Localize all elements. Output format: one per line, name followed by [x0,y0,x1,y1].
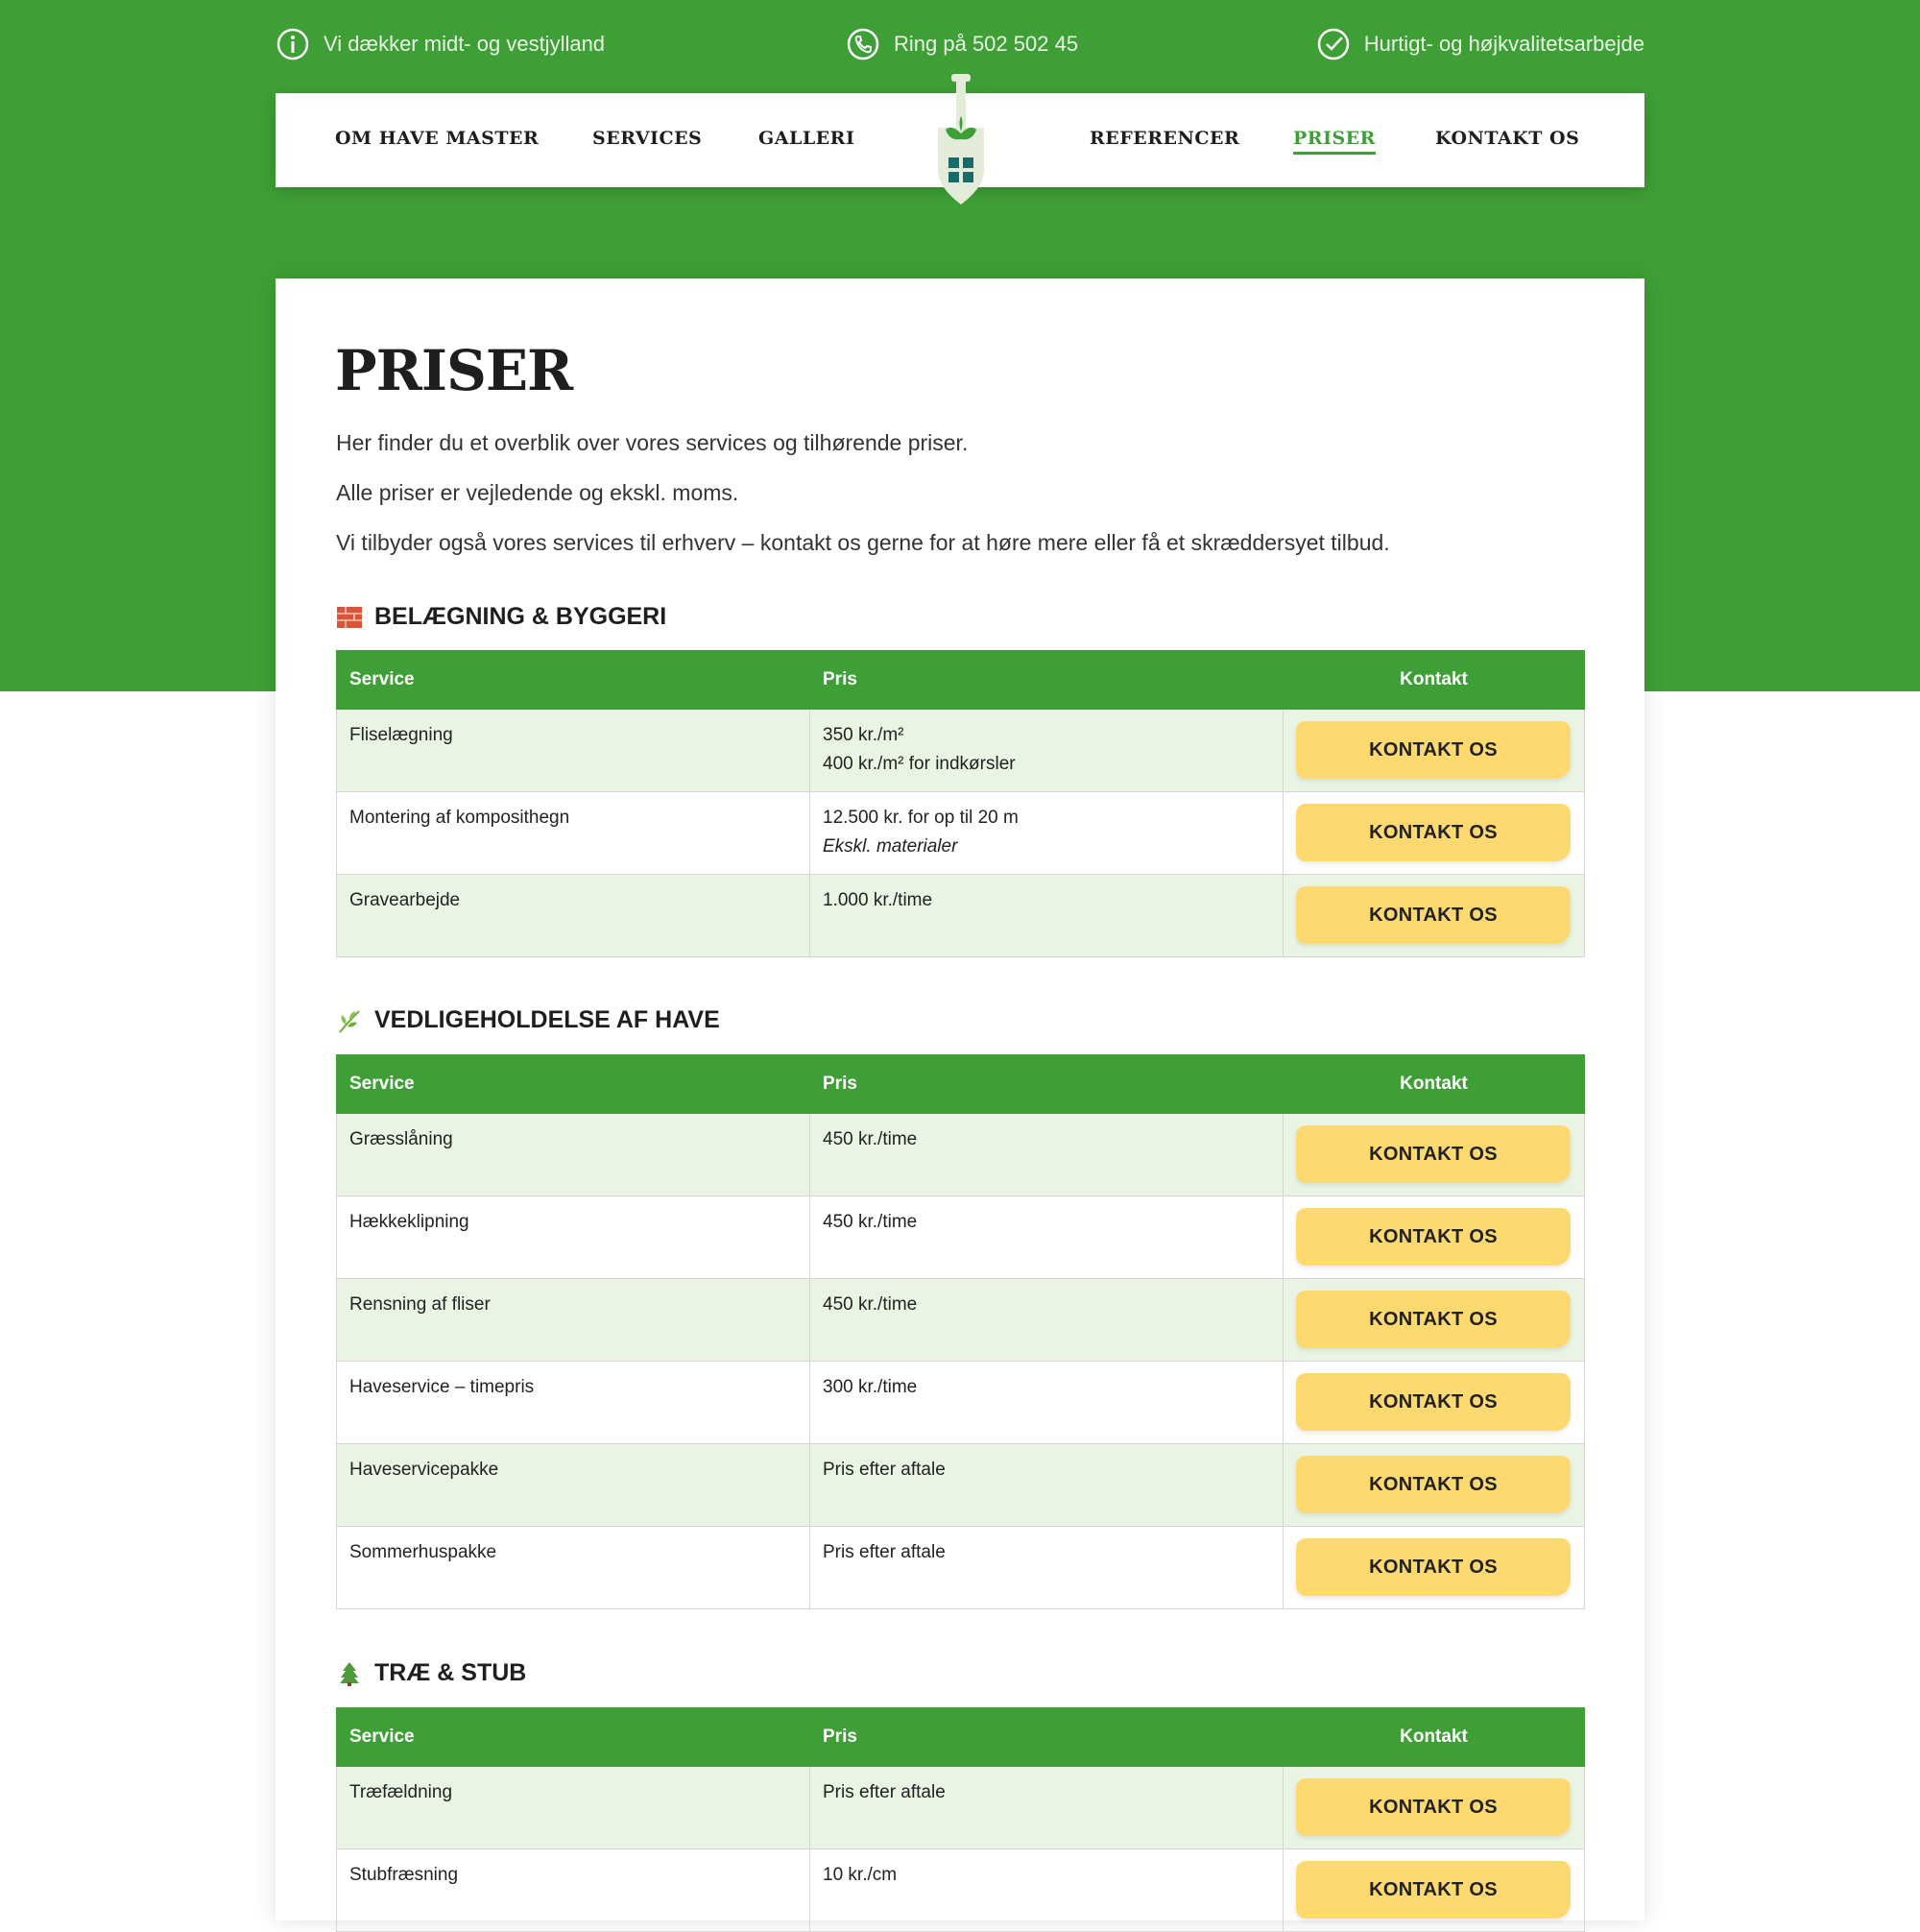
price-cell: 1.000 kr./time [810,875,1284,957]
coverage-info [276,27,605,61]
price-cell: Pris efter aftale [810,1527,1284,1609]
price-cell: Pris efter aftale [810,1767,1284,1849]
section-heading-text: TRÆ & STUB [374,1659,527,1686]
service-cell: Haveservicepakke [337,1444,810,1527]
nav-services[interactable]: SERVICES [592,128,703,149]
table-row [337,792,1585,875]
table-row [337,1196,1585,1279]
kontakt-os-button[interactable]: KONTAKT OS [1296,1291,1571,1348]
table-header-row [337,651,1585,710]
kontakt-os-button[interactable]: KONTAKT OS [1296,1861,1571,1919]
table-row [337,875,1585,957]
kontakt-os-button[interactable]: KONTAKT OS [1296,721,1571,779]
price-table [336,1054,1585,1609]
phone-icon [846,27,880,61]
column-header-price: Pris [810,1708,1284,1767]
column-header-contact: Kontakt [1284,1055,1585,1114]
price-cell: 10 kr./cm [810,1849,1284,1932]
service-cell: Hækkeklipning [337,1196,810,1279]
service-cell: Haveservice – timepris [337,1362,810,1444]
nav-referencer[interactable]: REFERENCER [1090,128,1240,149]
contact-cell [1284,1849,1585,1932]
column-header-contact: Kontakt [1284,651,1585,710]
price-cell: 450 kr./time [810,1114,1284,1196]
column-header-service: Service [337,651,810,710]
column-header-price: Pris [810,651,1284,710]
price-text: 350 kr./m² [823,725,904,745]
section-heading [336,1006,720,1034]
price-cell: 450 kr./time [810,1196,1284,1279]
content-card [276,278,1644,1920]
price-table [336,650,1585,957]
price-cell: Pris efter aftale [810,1444,1284,1527]
phone-info[interactable] [846,27,1078,61]
intro-paragraph: Vi tilbyder også vores services til erhverv – kontakt os gerne for at høre mere eller få et skræddersyet tilbud. [336,530,1390,555]
table-row [337,1527,1585,1609]
contact-cell [1284,1527,1585,1609]
kontakt-os-button[interactable]: KONTAKT OS [1296,886,1571,944]
brick-icon [336,604,363,631]
price-cell [810,710,1284,792]
price-text: 12.500 kr. for op til 20 m [823,808,1019,828]
table-header-row [337,1708,1585,1767]
section-heading-text: BELÆGNING & BYGGERI [374,603,667,630]
contact-cell [1284,710,1585,792]
kontakt-os-button[interactable]: KONTAKT OS [1296,1125,1571,1183]
service-cell: Stubfræsning [337,1849,810,1932]
nav-priser[interactable]: PRISER [1293,128,1376,155]
contact-cell [1284,1196,1585,1279]
service-cell: Gravearbejde [337,875,810,957]
contact-cell [1284,792,1585,875]
intro-paragraph: Her finder du et overblik over vores services og tilhørende priser. [336,430,969,455]
price-note: Ekskl. materialer [823,836,958,857]
price-text: 400 kr./m² for indkørsler [823,754,1016,774]
main-navigation [276,93,1644,187]
kontakt-os-button[interactable]: KONTAKT OS [1296,1538,1571,1596]
nav-om-have-master[interactable]: OM HAVE MASTER [335,128,540,149]
column-header-contact: Kontakt [1284,1708,1585,1767]
info-icon [276,27,310,61]
service-cell: Rensning af fliser [337,1279,810,1362]
price-cell [810,792,1284,875]
table-row [337,1767,1585,1849]
service-cell: Træfældning [337,1767,810,1849]
price-cell: 300 kr./time [810,1362,1284,1444]
table-row [337,1362,1585,1444]
service-cell: Montering af komposithegn [337,792,810,875]
quality-info [1316,27,1644,61]
quality-text: Hurtigt- og højkvalitetsarbejde [1363,32,1644,56]
price-cell: 450 kr./time [810,1279,1284,1362]
section-heading-text: VEDLIGEHOLDELSE AF HAVE [374,1006,720,1033]
service-cell: Græsslåning [337,1114,810,1196]
service-cell: Fliselægning [337,710,810,792]
table-row [337,1114,1585,1196]
coverage-text: Vi dækker midt- og vestjylland [324,32,606,56]
kontakt-os-button[interactable]: KONTAKT OS [1296,1778,1571,1836]
column-header-price: Pris [810,1055,1284,1114]
contact-cell [1284,1767,1585,1849]
phone-text[interactable]: Ring på 502 502 45 [894,32,1079,56]
shovel-logo-icon[interactable] [932,74,990,208]
herb-icon [336,1007,363,1034]
intro-paragraph: Alle priser er vejledende og ekskl. moms. [336,480,739,505]
section-heading [336,1659,526,1687]
page-title: PRISER [335,338,573,403]
kontakt-os-button[interactable]: KONTAKT OS [1296,1456,1571,1513]
kontakt-os-button[interactable]: KONTAKT OS [1296,804,1571,861]
section-heading [336,603,666,631]
contact-cell [1284,1114,1585,1196]
contact-cell [1284,1444,1585,1527]
contact-cell [1284,1279,1585,1362]
check-circle-icon [1316,27,1351,61]
table-row [337,1444,1585,1527]
price-table [336,1707,1585,1932]
tree-icon [336,1660,363,1687]
contact-cell [1284,1362,1585,1444]
column-header-service: Service [337,1708,810,1767]
column-header-service: Service [337,1055,810,1114]
service-cell: Sommerhuspakke [337,1527,810,1609]
table-row [337,1849,1585,1932]
kontakt-os-button[interactable]: KONTAKT OS [1296,1373,1571,1431]
top-info-bar [276,27,1644,67]
nav-kontakt-os[interactable]: KONTAKT OS [1435,128,1580,149]
nav-galleri[interactable]: GALLERI [758,128,855,149]
table-row [337,1279,1585,1362]
table-row [337,710,1585,792]
kontakt-os-button[interactable]: KONTAKT OS [1296,1208,1571,1266]
contact-cell [1284,875,1585,957]
table-header-row [337,1055,1585,1114]
